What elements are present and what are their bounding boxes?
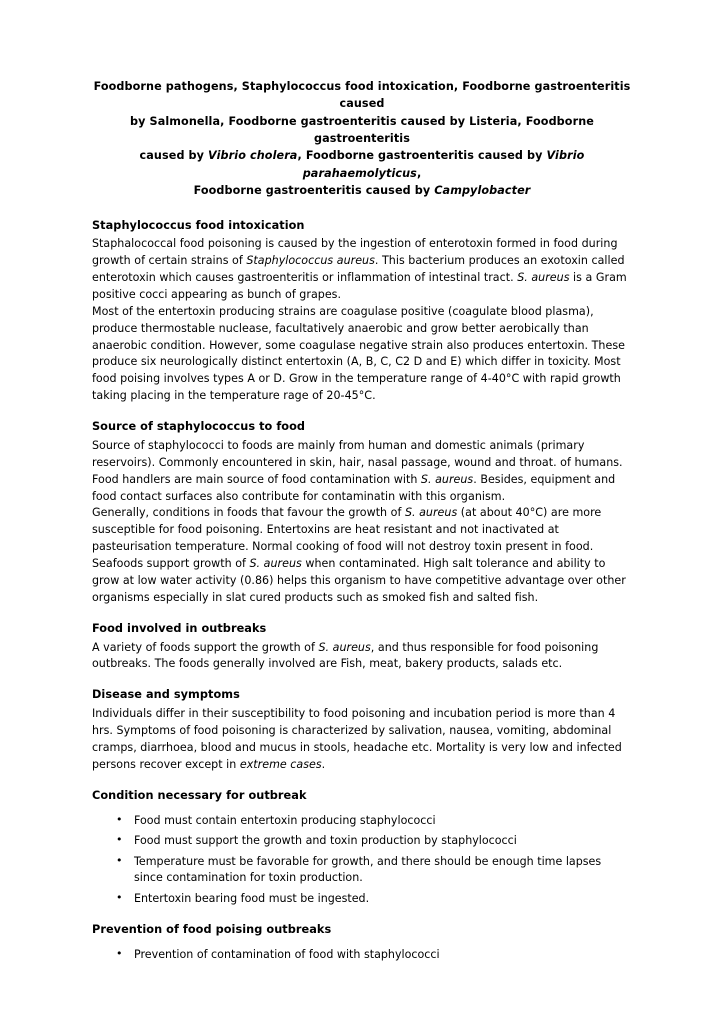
document-section bbox=[92, 922, 632, 964]
section-heading: Condition necessary for outbreak bbox=[92, 788, 307, 802]
paragraph bbox=[92, 505, 632, 606]
paragraph bbox=[92, 438, 632, 505]
text-run: Source of staphylococci to foods are mainly from human and domestic animals (primary reservoirs). Commonly encountered in skin, hair, nasal passage, wound and throat. of humans. Food handlers are main source of food contamination with bbox=[92, 438, 623, 486]
title-line-4-italic-campylobacter: Campylobacter bbox=[434, 184, 531, 198]
text-run: . bbox=[321, 757, 326, 771]
text-run: Most of the entertoxin producing strains are coagulase positive (coagulate blood plasma), produce thermostable nuclease, facultatively anaerobic and grow better aerobically than anaerobic condition. However, some coagulase negative strain also produces entertoxin. These produce six neurologically distinct entertoxin (A, B, C, C2 D and E) which differ in toxicity. Most food poising involves types A or D. Grow in the temperature range of 4-40°C with rapid growth taking placing in the temperature rage of 20-45°C. bbox=[92, 304, 625, 403]
text-run: Individuals differ in their susceptibility to food poisoning and incubation period is more than 4 hrs. Symptoms of food poisoning is characterized by salivation, nausea, vomiting, abdominal cramps, diarrhoea, blood and mucus in stools, headache etc. Mortality is very low and infected persons recover except in bbox=[92, 707, 622, 771]
italic-text-run: S. aureus bbox=[420, 472, 474, 486]
document-section bbox=[92, 788, 632, 908]
list-item: • Prevention of contamination of food with staphylococci bbox=[134, 947, 632, 964]
paragraph bbox=[92, 236, 632, 303]
section-heading: Food involved in outbreaks bbox=[92, 621, 267, 635]
section-heading: Prevention of food poising outbreaks bbox=[92, 922, 332, 936]
paragraph bbox=[92, 304, 632, 405]
title-line-3-italic-vibrio-parahaemolyticus: Vibrio parahaemolyticus bbox=[302, 149, 585, 180]
document-section bbox=[92, 218, 632, 406]
bullet-list bbox=[92, 947, 632, 964]
list-item: • Food must contain entertoxin producing staphylococci bbox=[134, 813, 632, 830]
title-line-2: by Salmonella, Foodborne gastroenteritis caused by Listeria, Foodborne gastroenteritis bbox=[130, 114, 594, 146]
document-body bbox=[92, 218, 632, 964]
text-run: Staphalococcal food poisoning is caused by the ingestion of enterotoxin formed in food during growth of certain strains of bbox=[92, 237, 618, 268]
document-section bbox=[92, 687, 632, 773]
italic-text-run: S. aureus bbox=[249, 557, 302, 570]
text-run: Generally, conditions in foods that favour the growth of bbox=[92, 506, 405, 520]
title-line-3-part-a: caused by bbox=[139, 149, 209, 163]
text-run: . This bacterium produces an exotoxin called enterotoxin which causes gastroenteritis or inflammation of intestinal tract. bbox=[92, 254, 625, 285]
document-title bbox=[92, 78, 632, 200]
italic-text-run: S. aureus bbox=[318, 640, 371, 654]
text-run: is a Gram positive cocci appearing as bunch of grapes. bbox=[92, 271, 627, 302]
list-item: • Temperature must be favorable for growth, and there should be enough time lapses since contamination for toxin production. bbox=[134, 854, 632, 887]
title-line-3-part-e: , bbox=[416, 166, 422, 180]
italic-text-run: S. aureus bbox=[404, 506, 458, 520]
document-section bbox=[92, 419, 632, 607]
title-line-3-italic-vibrio-cholera: Vibrio cholera bbox=[208, 149, 298, 163]
list-item: • Food must support the growth and toxin production by staphylococci bbox=[134, 833, 632, 850]
section-heading: Source of staphylococcus to food bbox=[92, 420, 306, 434]
title-line-1: Foodborne pathogens, Staphylococcus food intoxication, Foodborne gastroenteritis caused bbox=[93, 80, 631, 111]
text-run: A variety of foods support the growth of bbox=[92, 640, 319, 654]
text-run: . Besides, equipment and food contact surfaces also contribute for contaminatin with this organism. bbox=[92, 472, 616, 503]
text-run: , and thus responsible for food poisoning outbreaks. The foods generally involved are Fish, meat, bakery products, salads etc. bbox=[92, 640, 599, 671]
text-run: (at about 40°C) are more susceptible for food poisoning. Entertoxins are heat resistant and not inactivated at pasteurisation temperature. Normal cooking of food will not destroy toxin present in food. Seafoods support growth of bbox=[92, 506, 602, 570]
section-heading: Disease and symptoms bbox=[92, 688, 240, 702]
italic-text-run: Staphylococcus aureus bbox=[246, 254, 375, 268]
title-line-4-part-a: Foodborne gastroenteritis caused by bbox=[193, 184, 435, 198]
italic-text-run: extreme cases bbox=[239, 757, 322, 771]
title-line-3-part-c: , Foodborne gastroenteritis caused by bbox=[297, 149, 547, 163]
italic-text-run: S. aureus bbox=[517, 271, 570, 285]
paragraph bbox=[92, 706, 632, 773]
section-heading: Staphylococcus food intoxication bbox=[92, 218, 305, 232]
list-item: • Entertoxin bearing food must be ingested. bbox=[134, 891, 632, 908]
document-section bbox=[92, 621, 632, 674]
paragraph bbox=[92, 640, 632, 674]
text-run: when contaminated. High salt tolerance and ability to grow at low water activity (0.86) helps this organism to have competitive advantage over other organisms especially in slat cured products such as smoked fish and salted fish. bbox=[92, 557, 626, 604]
bullet-list bbox=[92, 813, 632, 908]
